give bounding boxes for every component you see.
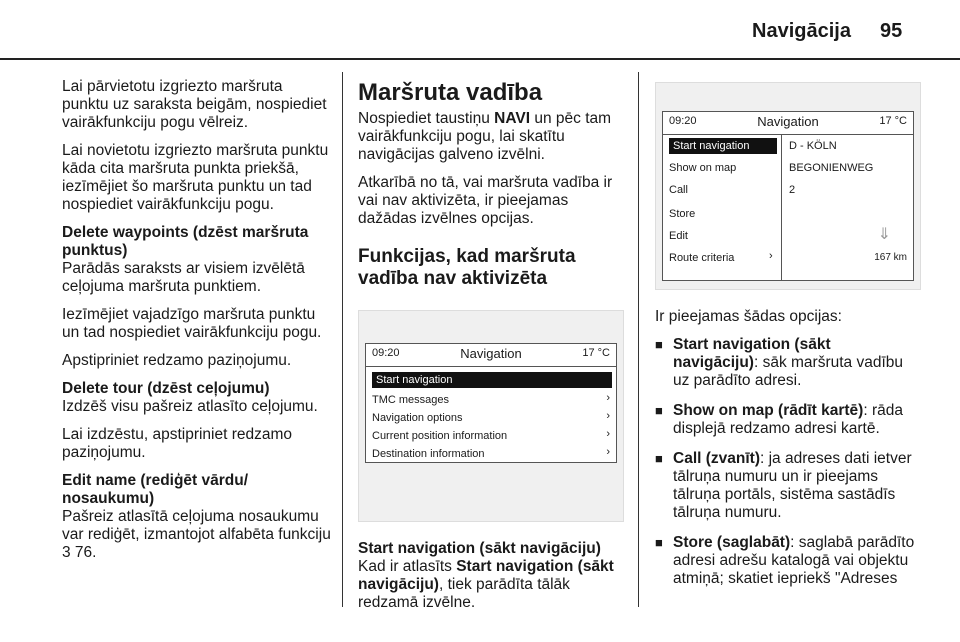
- option-description: : ja adreses dati ietver tālruņa numuru un ir pieejams tālruņa portāls, sistēma sastādīs tālruņa numuru.: [673, 450, 912, 521]
- section-heading: Maršruta vadība: [358, 79, 543, 106]
- column-middle: [358, 80, 628, 622]
- option-label: Start navigation (sākt navigāciju): [673, 336, 831, 371]
- option-description: : saglabā parādīto adresi adrešu katalogā vai objektu atmiņā; skatiet iepriekš "Adreses: [673, 534, 915, 587]
- paragraph: Lai pārvietotu izgriezto maršruta punktu uz saraksta beigām, nospiediet vairākfunkciju pogu vēlreiz.: [62, 78, 327, 131]
- menu-item-show-on-map[interactable]: Show on map: [669, 162, 737, 174]
- temperature: 17 °C: [879, 115, 907, 127]
- page-header: [0, 0, 960, 62]
- navigation-menu-screenshot: [358, 310, 624, 522]
- paragraph: Izdzēš visu pašreiz atlasīto ceļojumu.: [62, 398, 318, 415]
- chevron-right-icon: ›: [606, 392, 610, 404]
- display-divider: [663, 134, 913, 135]
- display-title: Navigation: [460, 346, 522, 361]
- paragraph: Iezīmējiet vajadzīgo maršruta punktu un tad nospiediet vairākfunkciju pogu.: [62, 306, 322, 341]
- option-description: : sāk maršruta vadību uz parādīto adresi.: [673, 354, 904, 389]
- option-label: Show on map (rādīt kartē): [673, 402, 864, 419]
- menu-item-destination-info[interactable]: Destination information: [372, 448, 485, 460]
- paragraph: [358, 110, 628, 164]
- list-item: [655, 450, 920, 522]
- page-reference-link[interactable]: 3 76.: [62, 544, 97, 561]
- menu-item-tmc-messages[interactable]: TMC messages: [372, 394, 450, 406]
- column-divider: [638, 72, 639, 607]
- navi-key-label: NAVI: [494, 110, 531, 127]
- arrow-down-icon: ⇓: [877, 226, 891, 243]
- display-status-bar: [366, 344, 616, 364]
- header-divider: [0, 58, 960, 60]
- menu-item-route-criteria[interactable]: Route criteria: [669, 252, 735, 264]
- display-status-bar: [663, 112, 913, 132]
- list-item: [655, 402, 920, 438]
- paragraph: Apstipriniet redzamo paziņojumu.: [62, 352, 292, 369]
- paragraph-text: un pēc tam vairākfunkciju pogu, lai skatītu navigācijas galveno izvēlni.: [358, 110, 612, 163]
- distance-readout: 167 km: [874, 252, 907, 263]
- start-navigation-label: Start navigation (sākt navigāciju): [358, 558, 614, 593]
- chevron-right-icon: ›: [606, 410, 610, 422]
- destination-number: 2: [789, 184, 796, 196]
- chevron-right-icon: ›: [606, 446, 610, 458]
- display-frame: [365, 343, 617, 463]
- menu-item-current-position[interactable]: Current position information: [372, 430, 508, 442]
- paragraph-text: Kad ir atlasīts: [358, 558, 452, 575]
- paragraph-text: Nospiediet taustiņu: [358, 110, 490, 127]
- column-divider: [342, 72, 343, 607]
- chevron-right-icon: ›: [606, 428, 610, 440]
- menu-item-store[interactable]: Store: [669, 208, 696, 220]
- column-left: [62, 78, 332, 572]
- page-number: 95: [880, 20, 903, 42]
- menu-item-call[interactable]: Call: [669, 184, 688, 196]
- page-title: Navigācija: [752, 20, 851, 42]
- chevron-right-icon: ›: [769, 250, 773, 262]
- paragraph: Lai novietotu izgriezto maršruta punktu kāda cita maršruta punkta priekšā, iezīmējiet šo maršruta punktu un tad nospiediet vairākfunkciju pogu.: [62, 142, 329, 213]
- start-navigation-screenshot: [655, 82, 921, 290]
- option-description: : rāda displejā redzamo adresi kartē.: [673, 402, 903, 437]
- paragraph: Lai izdzēstu, apstipriniet redzamo paziņojumu.: [62, 426, 293, 461]
- paragraph: Ir pieejamas šādas opcijas:: [655, 308, 842, 325]
- subsection-heading: Funkcijas, kad maršruta vadība nav aktivizēta: [358, 246, 576, 289]
- menu-item-edit[interactable]: Edit: [669, 230, 688, 242]
- subheading-delete-waypoints: Delete waypoints (dzēst maršruta punktus): [62, 224, 309, 259]
- destination-city: D - KÖLN: [789, 140, 837, 152]
- paragraph: Atkarībā no tā, vai maršruta vadība ir vai nav aktivizēta, ir pieejamas dažādas izvēlnes opcijas.: [358, 174, 613, 227]
- options-list: [655, 336, 920, 588]
- clock: 09:20: [669, 115, 697, 127]
- display-frame: [662, 111, 914, 281]
- destination-street: BEGONIENWEG: [789, 162, 874, 174]
- option-label: Call (zvanīt): [673, 450, 760, 467]
- paragraph-text: Pašreiz atlasītā ceļojuma nosaukumu var rediģēt, izmantojot alfabēta funkciju: [62, 508, 331, 543]
- menu-divider: [781, 134, 782, 280]
- clock: 09:20: [372, 347, 400, 359]
- menu-item-navigation-options[interactable]: Navigation options: [372, 412, 463, 424]
- option-label: Store (saglabāt): [673, 534, 791, 551]
- display-divider: [366, 366, 616, 367]
- paragraph: Parādās saraksts ar visiem izvēlētā ceļojuma maršruta punktiem.: [62, 260, 305, 295]
- subheading-delete-tour: Delete tour (dzēst ceļojumu): [62, 380, 270, 397]
- subheading-start-navigation: Start navigation (sākt navigāciju): [358, 540, 601, 557]
- subheading-edit-name: Edit name (rediģēt vārdu/ nosaukumu): [62, 472, 249, 507]
- paragraph: [62, 508, 332, 562]
- list-item: [655, 336, 920, 390]
- list-item: [655, 534, 920, 588]
- display-title: Navigation: [757, 114, 819, 129]
- menu-item-start-navigation[interactable]: Start navigation: [669, 138, 777, 154]
- paragraph: [358, 558, 628, 612]
- temperature: 17 °C: [582, 347, 610, 359]
- column-right: [655, 82, 920, 600]
- paragraph-text: , tiek parādīta tālāk redzamā izvēlne.: [358, 576, 570, 611]
- menu-item-start-navigation[interactable]: Start navigation: [372, 372, 612, 388]
